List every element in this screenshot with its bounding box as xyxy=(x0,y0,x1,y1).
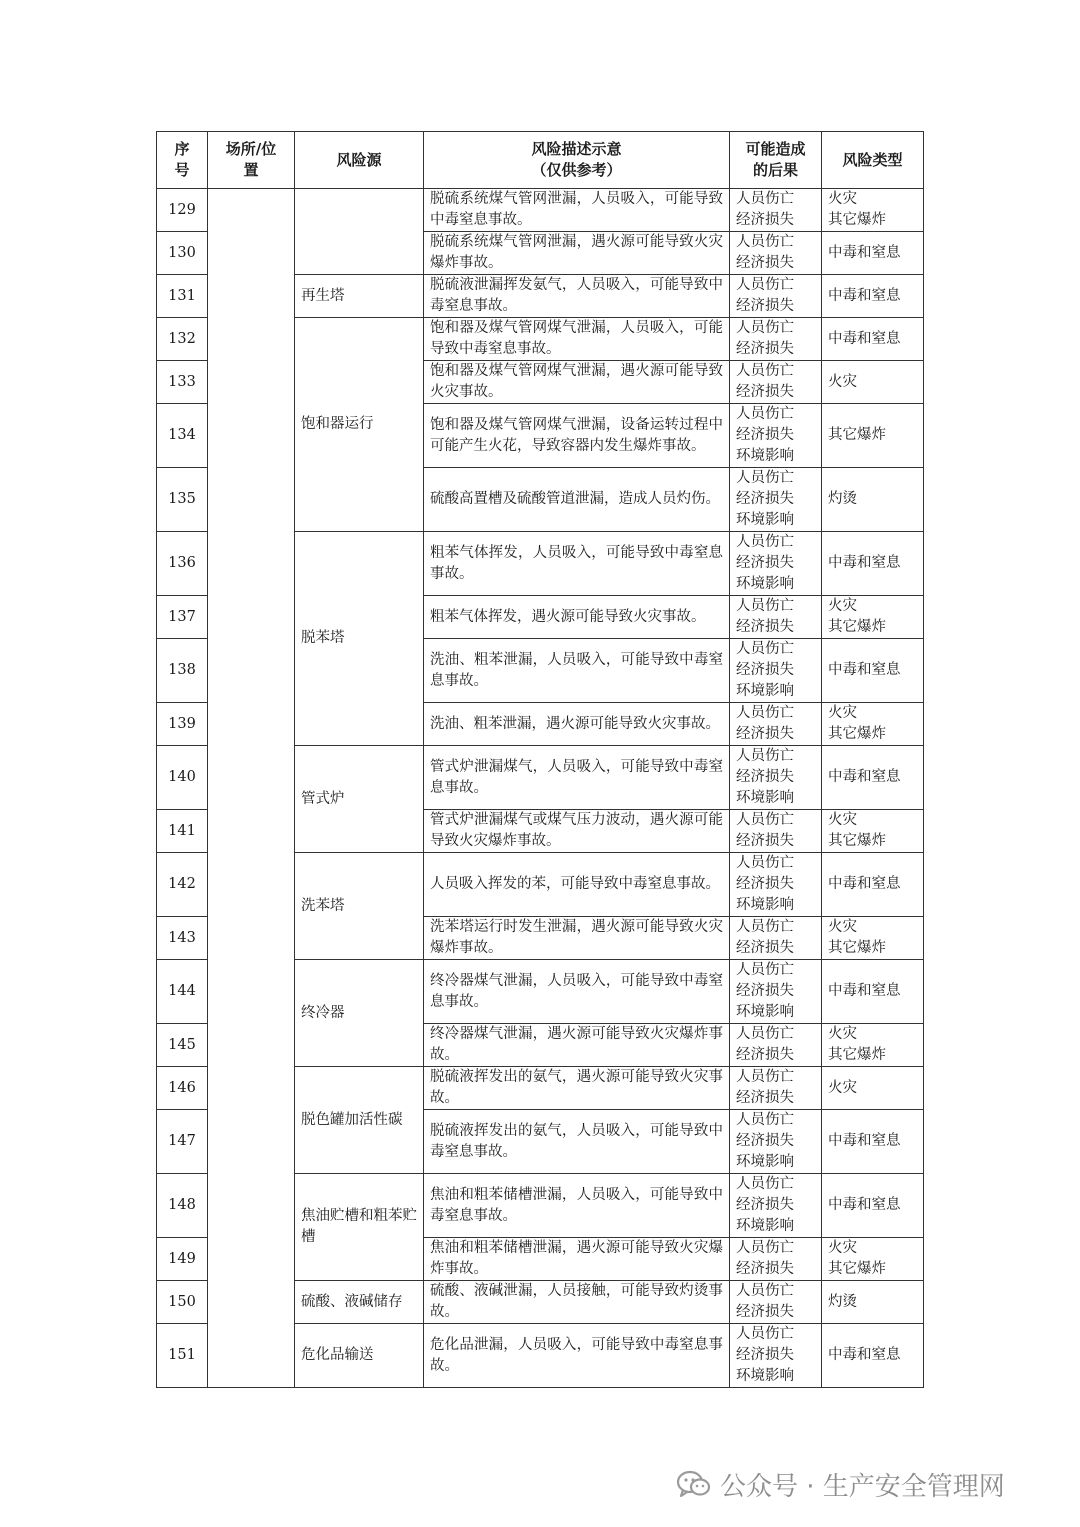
consequence-item: 人员伤亡 xyxy=(736,363,794,379)
consequence-item: 经济损失 xyxy=(736,212,794,228)
consequence-item: 人员伤亡 xyxy=(736,705,794,721)
consequence-cell xyxy=(730,703,822,746)
row-number: 139 xyxy=(157,703,208,746)
risk-description: 脱硫液泄漏挥发氨气，人员吸入，可能导致中毒窒息事故。 xyxy=(424,275,730,318)
consequence-cell xyxy=(730,468,822,532)
row-number: 144 xyxy=(157,960,208,1024)
risk-description: 洗苯塔运行时发生泄漏，遇火源可能导致火灾爆炸事故。 xyxy=(424,917,730,960)
risk-type-cell xyxy=(822,532,924,596)
risk-description: 洗油、粗苯泄漏，遇火源可能导致火灾事故。 xyxy=(424,703,730,746)
consequence-cell xyxy=(730,960,822,1024)
consequence-item: 经济损失 xyxy=(736,255,794,271)
risk-table xyxy=(156,131,924,1388)
header-consequence: 可能造成 的后果 xyxy=(730,132,822,189)
risk-type-item: 火灾 xyxy=(828,1026,857,1042)
consequence-item: 经济损失 xyxy=(736,619,794,635)
risk-type-item: 火灾 xyxy=(828,1079,857,1096)
risk-type-item: 火灾 xyxy=(828,598,857,614)
risk-type-cell xyxy=(822,1174,924,1238)
risk-description: 焦油和粗苯储槽泄漏，人员吸入，可能导致中毒窒息事故。 xyxy=(424,1174,730,1238)
consequence-cell xyxy=(730,853,822,917)
risk-type-cell xyxy=(822,232,924,275)
row-number: 133 xyxy=(157,361,208,404)
risk-type-item: 中毒和窒息 xyxy=(828,769,901,785)
consequence-cell xyxy=(730,232,822,275)
consequence-item: 人员伤亡 xyxy=(736,1283,794,1299)
row-number: 141 xyxy=(157,810,208,853)
risk-source: 洗苯塔 xyxy=(295,853,424,960)
risk-type-item: 中毒和窒息 xyxy=(828,1347,901,1363)
risk-type-cell xyxy=(822,1281,924,1324)
consequence-item: 人员伤亡 xyxy=(736,748,794,764)
risk-source: 焦油贮槽和粗苯贮槽 xyxy=(295,1174,424,1281)
row-number: 146 xyxy=(157,1067,208,1110)
consequence-item: 人员伤亡 xyxy=(736,191,794,207)
consequence-cell xyxy=(730,596,822,639)
consequence-item: 经济损失 xyxy=(736,427,794,443)
consequence-item: 人员伤亡 xyxy=(736,1026,794,1042)
consequence-item: 环境影响 xyxy=(736,790,794,806)
consequence-item: 环境影响 xyxy=(736,576,794,592)
risk-type-cell xyxy=(822,810,924,853)
risk-description: 管式炉泄漏煤气或煤气压力波动，遇火源可能导致火灾爆炸事故。 xyxy=(424,810,730,853)
row-number: 140 xyxy=(157,746,208,810)
risk-type-item: 灼烫 xyxy=(828,491,857,507)
row-number: 151 xyxy=(157,1324,208,1388)
row-number: 132 xyxy=(157,318,208,361)
consequence-item: 经济损失 xyxy=(736,940,794,956)
risk-type-cell xyxy=(822,1024,924,1067)
row-number: 135 xyxy=(157,468,208,532)
wechat-icon xyxy=(676,1469,712,1499)
risk-source: 管式炉 xyxy=(295,746,424,853)
risk-type-cell xyxy=(822,639,924,703)
risk-description: 终冷器煤气泄漏，遇火源可能导致火灾爆炸事故。 xyxy=(424,1024,730,1067)
risk-description: 饱和器及煤气管网煤气泄漏，遇火源可能导致火灾事故。 xyxy=(424,361,730,404)
risk-type-item: 中毒和窒息 xyxy=(828,662,901,678)
consequence-cell xyxy=(730,1174,822,1238)
header-risk-type: 风险类型 xyxy=(822,132,924,189)
row-number: 130 xyxy=(157,232,208,275)
consequence-item: 经济损失 xyxy=(736,1047,794,1063)
consequence-item: 人员伤亡 xyxy=(736,406,794,422)
consequence-item: 经济损失 xyxy=(736,833,794,849)
risk-source: 饱和器运行 xyxy=(295,318,424,532)
risk-type-item: 中毒和窒息 xyxy=(828,1133,901,1149)
consequence-item: 环境影响 xyxy=(736,683,794,699)
row-number: 147 xyxy=(157,1110,208,1174)
risk-type-cell xyxy=(822,361,924,404)
risk-type-cell xyxy=(822,318,924,361)
risk-type-cell xyxy=(822,1110,924,1174)
consequence-item: 经济损失 xyxy=(736,555,794,571)
risk-type-cell xyxy=(822,746,924,810)
consequence-item: 人员伤亡 xyxy=(736,641,794,657)
row-number: 145 xyxy=(157,1024,208,1067)
risk-type-item: 其它爆炸 xyxy=(828,427,886,443)
risk-type-item: 火灾 xyxy=(828,705,857,721)
consequence-cell xyxy=(730,1067,822,1110)
consequence-cell xyxy=(730,404,822,468)
risk-type-cell xyxy=(822,703,924,746)
consequence-item: 人员伤亡 xyxy=(736,812,794,828)
risk-description: 脱硫系统煤气管网泄漏，遇火源可能导致火灾爆炸事故。 xyxy=(424,232,730,275)
row-number: 142 xyxy=(157,853,208,917)
risk-type-item: 火灾 xyxy=(828,373,857,390)
location-cell xyxy=(208,189,295,1388)
risk-description: 脱硫液挥发出的氨气，遇火源可能导致火灾事故。 xyxy=(424,1067,730,1110)
row-number: 150 xyxy=(157,1281,208,1324)
risk-type-item: 中毒和窒息 xyxy=(828,983,901,999)
consequence-item: 经济损失 xyxy=(736,1133,794,1149)
consequence-item: 经济损失 xyxy=(736,769,794,785)
risk-type-item: 火灾 xyxy=(828,191,857,207)
risk-source: 硫酸、液碱储存 xyxy=(295,1281,424,1324)
consequence-item: 人员伤亡 xyxy=(736,962,794,978)
consequence-cell xyxy=(730,810,822,853)
risk-source: 脱苯塔 xyxy=(295,532,424,746)
consequence-cell xyxy=(730,1024,822,1067)
risk-type-cell xyxy=(822,468,924,532)
row-number: 131 xyxy=(157,275,208,318)
table-body xyxy=(157,189,924,1388)
risk-type-cell xyxy=(822,1324,924,1388)
row-number: 149 xyxy=(157,1238,208,1281)
consequence-item: 环境影响 xyxy=(736,1218,794,1234)
risk-type-item: 中毒和窒息 xyxy=(828,1197,901,1213)
consequence-item: 人员伤亡 xyxy=(736,1176,794,1192)
risk-type-cell xyxy=(822,404,924,468)
consequence-cell xyxy=(730,361,822,404)
risk-type-item: 中毒和窒息 xyxy=(828,330,901,347)
consequence-item: 经济损失 xyxy=(736,1347,794,1363)
risk-description: 洗油、粗苯泄漏，人员吸入，可能导致中毒窒息事故。 xyxy=(424,639,730,703)
consequence-item: 人员伤亡 xyxy=(736,1326,794,1342)
risk-description: 饱和器及煤气管网煤气泄漏，设备运转过程中可能产生火花，导致容器内发生爆炸事故。 xyxy=(424,404,730,468)
consequence-item: 人员伤亡 xyxy=(736,1240,794,1256)
row-number: 148 xyxy=(157,1174,208,1238)
consequence-cell xyxy=(730,1110,822,1174)
risk-type-item: 其它爆炸 xyxy=(828,833,886,849)
consequence-item: 环境影响 xyxy=(736,897,794,913)
row-number: 136 xyxy=(157,532,208,596)
consequence-cell xyxy=(730,275,822,318)
risk-type-cell xyxy=(822,1238,924,1281)
risk-description: 硫酸高置槽及硫酸管道泄漏，造成人员灼伤。 xyxy=(424,468,730,532)
risk-type-cell xyxy=(822,596,924,639)
consequence-cell xyxy=(730,746,822,810)
risk-description: 人员吸入挥发的苯，可能导致中毒窒息事故。 xyxy=(424,853,730,917)
risk-source: 再生塔 xyxy=(295,275,424,318)
header-seq: 序 号 xyxy=(157,132,208,189)
consequence-item: 环境影响 xyxy=(736,1368,794,1384)
risk-source: 危化品输送 xyxy=(295,1324,424,1388)
risk-description: 危化品泄漏，人员吸入，可能导致中毒窒息事故。 xyxy=(424,1324,730,1388)
risk-type-item: 灼烫 xyxy=(828,1293,857,1310)
risk-description: 焦油和粗苯储槽泄漏，遇火源可能导致火灾爆炸事故。 xyxy=(424,1238,730,1281)
risk-description: 终冷器煤气泄漏，人员吸入，可能导致中毒窒息事故。 xyxy=(424,960,730,1024)
consequence-item: 人员伤亡 xyxy=(736,1069,794,1085)
risk-description: 脱硫系统煤气管网泄漏，人员吸入，可能导致中毒窒息事故。 xyxy=(424,189,730,232)
risk-type-item: 火灾 xyxy=(828,1240,857,1256)
row-number: 129 xyxy=(157,189,208,232)
header-row xyxy=(157,132,924,189)
consequence-item: 经济损失 xyxy=(736,384,794,400)
consequence-cell xyxy=(730,1238,822,1281)
consequence-item: 人员伤亡 xyxy=(736,320,794,336)
consequence-item: 环境影响 xyxy=(736,512,794,528)
watermark-text: 公众号 · 生产安全管理网 xyxy=(720,1471,1005,1502)
risk-type-item: 中毒和窒息 xyxy=(828,876,901,892)
consequence-item: 经济损失 xyxy=(736,1261,794,1277)
row-number: 143 xyxy=(157,917,208,960)
risk-type-cell xyxy=(822,853,924,917)
risk-description: 粗苯气体挥发，人员吸入，可能导致中毒窒息事故。 xyxy=(424,532,730,596)
consequence-item: 环境影响 xyxy=(736,448,794,464)
risk-type-cell xyxy=(822,275,924,318)
row-number: 134 xyxy=(157,404,208,468)
consequence-item: 人员伤亡 xyxy=(736,855,794,871)
risk-source: 终冷器 xyxy=(295,960,424,1067)
row-number: 137 xyxy=(157,596,208,639)
risk-type-item: 其它爆炸 xyxy=(828,1261,886,1277)
consequence-item: 人员伤亡 xyxy=(736,470,794,486)
consequence-item: 人员伤亡 xyxy=(736,1112,794,1128)
consequence-item: 经济损失 xyxy=(736,662,794,678)
consequence-item: 人员伤亡 xyxy=(736,534,794,550)
header-source: 风险源 xyxy=(295,132,424,189)
risk-type-item: 其它爆炸 xyxy=(828,619,886,635)
consequence-cell xyxy=(730,1324,822,1388)
consequence-item: 人员伤亡 xyxy=(736,277,794,293)
risk-type-item: 火灾 xyxy=(828,812,857,828)
risk-type-item: 其它爆炸 xyxy=(828,726,886,742)
consequence-item: 人员伤亡 xyxy=(736,598,794,614)
header-location: 场所/位 置 xyxy=(208,132,295,189)
consequence-cell xyxy=(730,1281,822,1324)
risk-source: 脱色罐加活性碳 xyxy=(295,1067,424,1174)
consequence-item: 环境影响 xyxy=(736,1154,794,1170)
consequence-item: 经济损失 xyxy=(736,983,794,999)
risk-type-cell xyxy=(822,189,924,232)
row-number: 138 xyxy=(157,639,208,703)
consequence-item: 环境影响 xyxy=(736,1004,794,1020)
consequence-item: 经济损失 xyxy=(736,298,794,314)
consequence-item: 人员伤亡 xyxy=(736,919,794,935)
consequence-cell xyxy=(730,318,822,361)
consequence-item: 经济损失 xyxy=(736,726,794,742)
consequence-item: 经济损失 xyxy=(736,876,794,892)
risk-type-item: 火灾 xyxy=(828,919,857,935)
table-row xyxy=(157,189,924,232)
consequence-item: 经济损失 xyxy=(736,1304,794,1320)
consequence-item: 经济损失 xyxy=(736,1197,794,1213)
consequence-cell xyxy=(730,917,822,960)
risk-description: 脱硫液挥发出的氨气，人员吸入，可能导致中毒窒息事故。 xyxy=(424,1110,730,1174)
risk-description: 粗苯气体挥发，遇火源可能导致火灾事故。 xyxy=(424,596,730,639)
risk-type-cell xyxy=(822,960,924,1024)
consequence-cell xyxy=(730,639,822,703)
risk-description: 管式炉泄漏煤气，人员吸入，可能导致中毒窒息事故。 xyxy=(424,746,730,810)
risk-description: 硫酸、液碱泄漏，人员接触，可能导致灼烫事故。 xyxy=(424,1281,730,1324)
risk-description: 饱和器及煤气管网煤气泄漏，人员吸入，可能导致中毒窒息事故。 xyxy=(424,318,730,361)
consequence-item: 经济损失 xyxy=(736,341,794,357)
watermark xyxy=(676,1464,1005,1504)
risk-type-item: 其它爆炸 xyxy=(828,1047,886,1063)
consequence-cell xyxy=(730,189,822,232)
risk-type-item: 中毒和窒息 xyxy=(828,555,901,571)
risk-type-item: 中毒和窒息 xyxy=(828,287,901,304)
risk-type-item: 中毒和窒息 xyxy=(828,244,901,261)
risk-type-item: 其它爆炸 xyxy=(828,940,886,956)
header-description: 风险描述示意 （仅供参考） xyxy=(424,132,730,189)
risk-type-cell xyxy=(822,917,924,960)
risk-type-cell xyxy=(822,1067,924,1110)
risk-source xyxy=(295,189,424,275)
consequence-item: 经济损失 xyxy=(736,491,794,507)
consequence-item: 人员伤亡 xyxy=(736,234,794,250)
risk-type-item: 其它爆炸 xyxy=(828,212,886,228)
consequence-item: 经济损失 xyxy=(736,1090,794,1106)
consequence-cell xyxy=(730,532,822,596)
